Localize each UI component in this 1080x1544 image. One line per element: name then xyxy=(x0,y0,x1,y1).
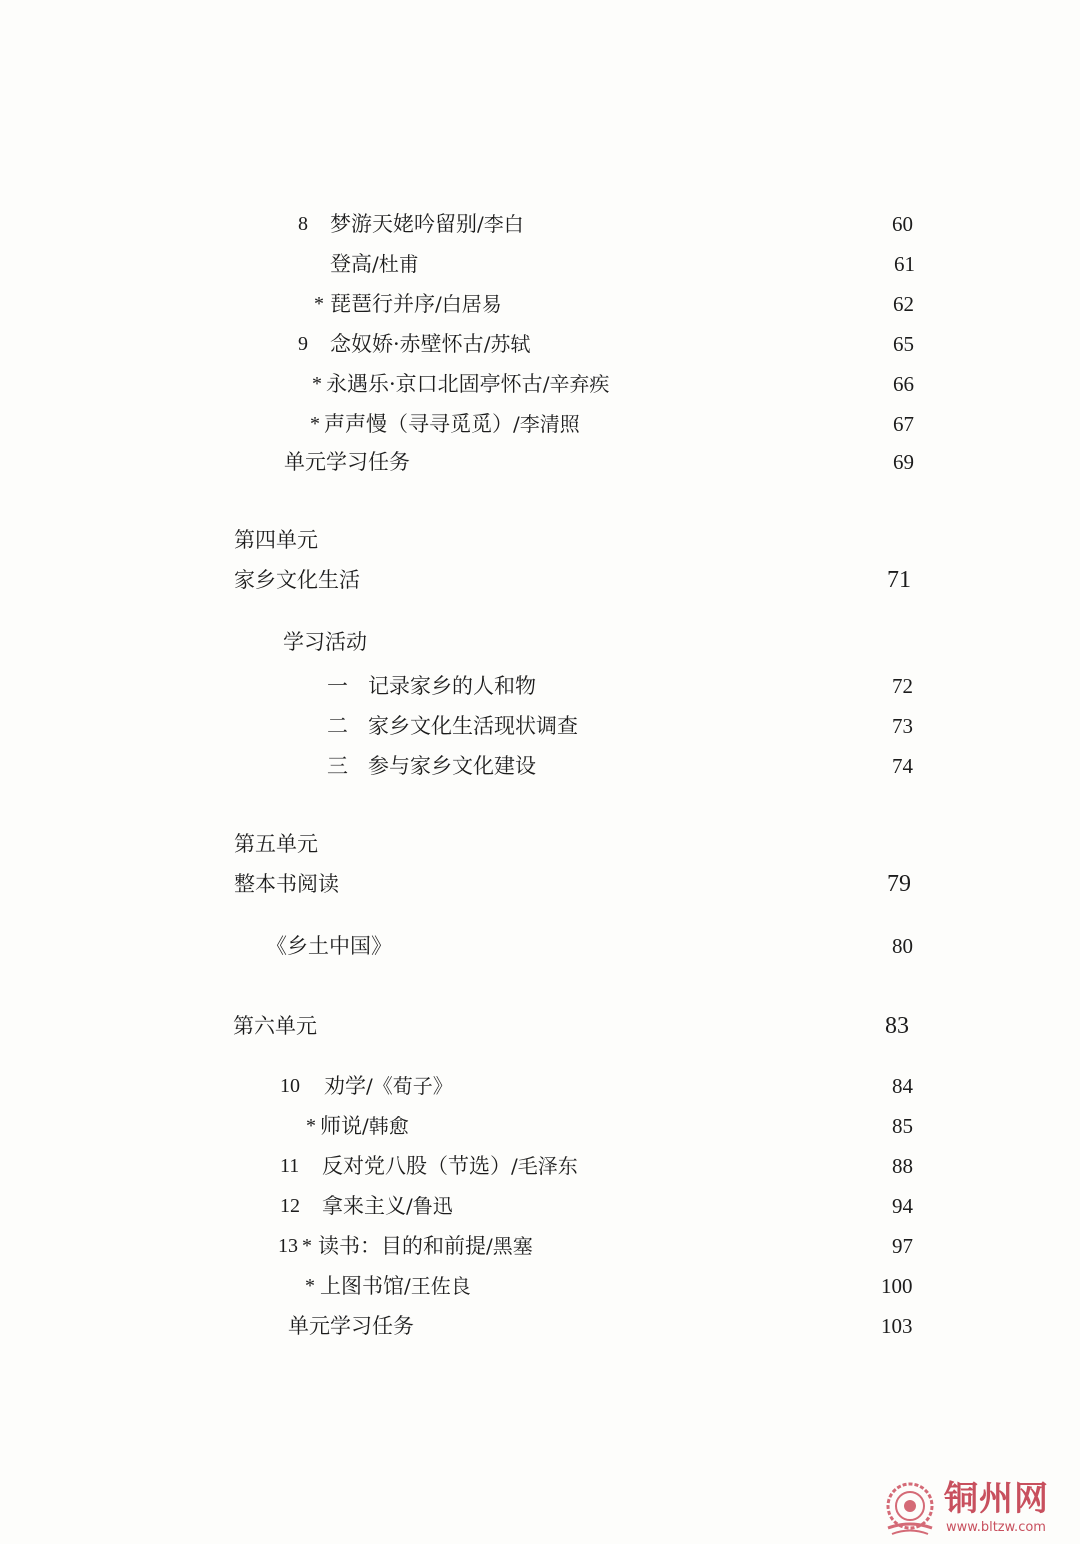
extracurricular-mark: * xyxy=(314,293,324,315)
extracurricular-mark: * xyxy=(305,1275,315,1297)
entry-number: 11 xyxy=(280,1155,300,1177)
entry-title: 单元学习任务 xyxy=(284,450,410,474)
toc-entry xyxy=(0,208,1080,240)
watermark-logo-icon xyxy=(882,1480,938,1536)
unit-title: 第六单元 xyxy=(233,1014,317,1038)
entry-number: 8 xyxy=(298,213,308,235)
toc-entry xyxy=(0,1190,1080,1222)
theme-title: 整本书阅读 xyxy=(234,872,339,896)
unit-title: 第五单元 xyxy=(234,832,318,856)
entry-page: 62 xyxy=(893,292,914,316)
entry-author: /李清照 xyxy=(513,412,580,436)
toc-entry xyxy=(0,1070,1080,1102)
entry-number: 10 xyxy=(280,1075,300,1097)
entry-title: 拿来主义/鲁迅 xyxy=(322,1194,453,1218)
entry-page: 65 xyxy=(893,332,914,356)
toc-entry xyxy=(0,1230,1080,1262)
unit-heading xyxy=(0,828,1080,860)
unit-heading xyxy=(0,1010,1080,1042)
watermark-site-name: 铜州网 xyxy=(944,1479,1049,1519)
entry-number: 9 xyxy=(298,333,308,355)
entry-number: 一 xyxy=(327,674,348,698)
entry-author: /王佐良 xyxy=(404,1274,471,1298)
entry-title: 单元学习任务 xyxy=(288,1314,414,1338)
entry-page: 97 xyxy=(892,1234,913,1258)
entry-title: 记录家乡的人和物 xyxy=(368,674,536,698)
entry-author: /韩愈 xyxy=(362,1114,409,1138)
entry-title: 永遇乐·京口北固亭怀古/辛弃疾 xyxy=(326,372,610,396)
toc-entry xyxy=(0,750,1080,782)
entry-number: 13 xyxy=(278,1235,298,1257)
entry-title: 梦游天姥吟留别/李白 xyxy=(330,212,524,236)
entry-page: 80 xyxy=(892,934,913,958)
extracurricular-mark: * xyxy=(302,1235,312,1257)
entry-title: 参与家乡文化建设 xyxy=(368,754,536,778)
unit-title: 第四单元 xyxy=(234,528,318,552)
entry-title: 声声慢（寻寻觅觅）/李清照 xyxy=(324,412,580,436)
entry-page: 69 xyxy=(893,450,914,474)
entry-title: 师说/韩愈 xyxy=(320,1114,409,1138)
entry-title: 登高/杜甫 xyxy=(330,252,419,276)
toc-entry xyxy=(0,1150,1080,1182)
watermark xyxy=(880,1478,1070,1538)
extracurricular-mark: * xyxy=(312,373,322,395)
entry-author: /毛泽东 xyxy=(511,1154,578,1178)
unit-theme xyxy=(0,868,1080,900)
entry-title: 琵琶行并序/白居易 xyxy=(330,292,502,316)
entry-number: 12 xyxy=(280,1195,300,1217)
entry-page: 103 xyxy=(881,1314,913,1338)
entry-author: /鲁迅 xyxy=(406,1194,453,1218)
entry-title: 读书：目的和前提/黑塞 xyxy=(318,1234,533,1258)
entry-title: 劝学/《荀子》 xyxy=(324,1074,453,1098)
entry-page: 67 xyxy=(893,412,914,436)
toc-entry xyxy=(0,368,1080,400)
toc-entry xyxy=(0,710,1080,742)
entry-page: 61 xyxy=(894,252,915,276)
toc-entry xyxy=(0,288,1080,320)
toc-entry-unit-task xyxy=(0,446,1080,478)
entry-author: /杜甫 xyxy=(372,252,419,276)
extracurricular-mark: * xyxy=(306,1115,316,1137)
entry-page: 72 xyxy=(892,674,913,698)
entry-page: 100 xyxy=(881,1274,913,1298)
entry-author: /辛弃疾 xyxy=(542,372,610,396)
entry-author: /李白 xyxy=(477,212,524,236)
watermark-site-url: www.bltzw.com xyxy=(946,1520,1046,1535)
activity-title: 学习活动 xyxy=(283,630,367,654)
entry-title: 上图书馆/王佐良 xyxy=(320,1274,471,1298)
entry-page: 66 xyxy=(893,372,914,396)
entry-author: /黑塞 xyxy=(486,1234,533,1258)
toc-entry xyxy=(0,670,1080,702)
entry-title: 家乡文化生活现状调查 xyxy=(368,714,578,738)
entry-page: 73 xyxy=(892,714,913,738)
theme-page: 79 xyxy=(887,871,911,897)
entry-title: 念奴娇·赤壁怀古/苏轼 xyxy=(330,332,531,356)
entry-author: /白居易 xyxy=(435,292,502,316)
entry-page: 84 xyxy=(892,1074,913,1098)
entry-page: 94 xyxy=(892,1194,913,1218)
entry-page: 60 xyxy=(892,212,913,236)
entry-number: 二 xyxy=(327,714,348,738)
entry-page: 88 xyxy=(892,1154,913,1178)
extracurricular-mark: * xyxy=(310,413,320,435)
toc-entry xyxy=(0,328,1080,360)
theme-title: 家乡文化生活 xyxy=(234,568,360,592)
activity-heading xyxy=(0,626,1080,658)
entry-number: 三 xyxy=(327,754,348,778)
entry-title: 反对党八股（节选）/毛泽东 xyxy=(322,1154,578,1178)
toc-entry xyxy=(0,1270,1080,1302)
entry-author: /苏轼 xyxy=(483,332,531,356)
unit-page: 83 xyxy=(885,1013,909,1039)
entry-title: 《乡土中国》 xyxy=(266,934,392,958)
entry-page: 74 xyxy=(892,754,913,778)
toc-entry xyxy=(0,930,1080,962)
toc-entry xyxy=(0,248,1080,280)
theme-page: 71 xyxy=(887,567,911,593)
toc-entry xyxy=(0,408,1080,440)
unit-theme xyxy=(0,564,1080,596)
entry-page: 85 xyxy=(892,1114,913,1138)
toc-entry-unit-task xyxy=(0,1310,1080,1342)
unit-heading xyxy=(0,524,1080,556)
toc-entry xyxy=(0,1110,1080,1142)
entry-author: /《荀子》 xyxy=(366,1074,453,1098)
